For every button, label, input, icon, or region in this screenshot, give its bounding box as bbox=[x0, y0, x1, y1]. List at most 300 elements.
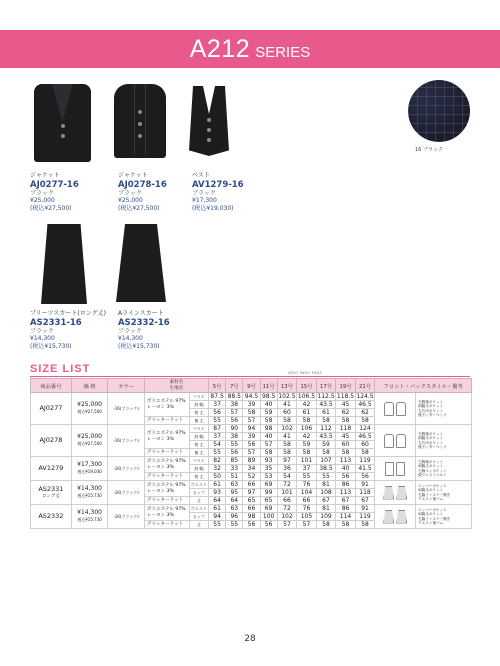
product-color: ブラック bbox=[30, 189, 54, 197]
feature-note: 左胸箱ポケット bbox=[418, 459, 444, 464]
measure-value: 53 bbox=[260, 473, 277, 481]
measure-value: 106 bbox=[297, 425, 317, 433]
measure-value: 102 bbox=[277, 513, 297, 521]
product-type: プリーツスカート(ロング丈) bbox=[30, 310, 106, 317]
feature-note: 後センターベンツ bbox=[418, 412, 447, 417]
product-color: ブラック bbox=[118, 189, 142, 197]
measure-value: 41 bbox=[277, 433, 297, 441]
product-type: ベスト bbox=[192, 172, 211, 179]
header-color: カラー bbox=[108, 379, 145, 393]
jacket-aj0278-image bbox=[110, 80, 170, 162]
product-color: ブラック bbox=[192, 189, 216, 197]
material-text: ポリエステル 97% bbox=[146, 430, 186, 436]
back-style-icon bbox=[396, 510, 407, 524]
product-price-tax: (税込¥27,500) bbox=[118, 204, 160, 212]
measure-value: 61 bbox=[209, 505, 226, 513]
measure-value: 93 bbox=[209, 489, 226, 497]
measure-value: 57 bbox=[243, 449, 260, 457]
feature-note: 両脇玉ポケット bbox=[418, 404, 444, 409]
measure-value: 58 bbox=[355, 449, 375, 457]
measure-value: 46.5 bbox=[355, 401, 375, 409]
product-caption-aj0277 bbox=[30, 172, 79, 212]
row-product-code bbox=[31, 481, 72, 505]
measure-value: 114 bbox=[336, 513, 356, 521]
measure-name: 着 丈 bbox=[189, 473, 208, 481]
measure-value: 97 bbox=[277, 457, 297, 465]
feature-note: 左胸箱ポケット bbox=[418, 431, 444, 436]
product-code: AJ0277-16 bbox=[30, 179, 79, 190]
measure-value: 89 bbox=[243, 457, 260, 465]
measure-value: 118 bbox=[355, 489, 375, 497]
size-table bbox=[30, 378, 472, 529]
measure-value: 37 bbox=[297, 465, 317, 473]
feature-note: ウエスト後ゴム bbox=[418, 496, 444, 501]
material-text: ポリエステル 97% bbox=[146, 458, 186, 464]
measure-value: 102 bbox=[277, 425, 297, 433]
measure-value: 59 bbox=[260, 409, 277, 417]
measure-value: 43.5 bbox=[316, 401, 336, 409]
product-price: ¥25,000 bbox=[30, 197, 55, 204]
product-code: AS2332-16 bbox=[118, 317, 170, 328]
feature-note: ジッパーポケット bbox=[418, 507, 447, 512]
measure-value: 58 bbox=[243, 409, 260, 417]
measure-value: 56 bbox=[336, 473, 356, 481]
measure-value: 118.5 bbox=[336, 393, 355, 400]
row-material bbox=[144, 425, 189, 449]
header-size: 5号 bbox=[209, 379, 226, 393]
product-type: ジャケット bbox=[30, 172, 60, 179]
header-size: 9号 bbox=[243, 379, 260, 393]
front-style-icon bbox=[384, 402, 394, 416]
back-style-icon bbox=[396, 462, 405, 476]
style-thumbnails bbox=[375, 425, 416, 457]
style-thumbnails bbox=[375, 505, 416, 529]
row-cloth: グリッタードット bbox=[144, 417, 189, 425]
product-price: ¥14,300 bbox=[118, 335, 143, 342]
product-price: ¥25,000 bbox=[118, 197, 143, 204]
measure-value: 95 bbox=[226, 489, 243, 497]
price-text: ¥25,000 bbox=[77, 433, 102, 440]
measure-value: 59 bbox=[316, 441, 336, 449]
row-price bbox=[71, 393, 108, 425]
header-size: 19号 bbox=[336, 379, 356, 393]
measure-name: 丈 bbox=[189, 521, 208, 529]
measure-value: 62 bbox=[336, 409, 356, 417]
measure-name: バスト bbox=[189, 393, 208, 401]
measure-value: 113 bbox=[336, 489, 356, 497]
measure-value: 82 bbox=[209, 457, 226, 465]
measure-value: 32 bbox=[209, 465, 226, 473]
measure-value: 54 bbox=[209, 441, 226, 449]
measure-value: 102.5 bbox=[278, 393, 296, 400]
row-features bbox=[416, 457, 472, 481]
measure-value: 42 bbox=[297, 401, 317, 409]
measure-value: 63 bbox=[226, 481, 243, 489]
measure-value: 119 bbox=[355, 513, 375, 521]
front-style-icon bbox=[385, 462, 394, 476]
product-color: ブラック bbox=[30, 327, 54, 335]
measure-value: 91 bbox=[355, 505, 375, 513]
measure-value: 107 bbox=[316, 457, 336, 465]
material2-text: レーヨン 3% bbox=[146, 404, 174, 410]
table-row bbox=[31, 425, 472, 433]
measure-value: 39 bbox=[243, 401, 260, 409]
code-text: AS2331 bbox=[38, 484, 64, 493]
row-price bbox=[71, 425, 108, 457]
feature-note: 後ウエストベルト bbox=[418, 472, 447, 477]
measure-value: 58 bbox=[277, 449, 297, 457]
measure-value: 56 bbox=[243, 441, 260, 449]
measure-value: 58 bbox=[336, 521, 356, 529]
measure-value: 90 bbox=[226, 425, 243, 433]
material2-text: レーヨン 3% bbox=[146, 464, 174, 470]
row-features bbox=[416, 481, 472, 505]
measure-value: 35 bbox=[260, 465, 277, 473]
measure-value: 124 bbox=[355, 425, 375, 433]
measure-value: 56 bbox=[226, 417, 243, 425]
measure-name: 丈 bbox=[189, 497, 208, 505]
header-size: 11号 bbox=[260, 379, 277, 393]
measure-value: 86 bbox=[336, 505, 356, 513]
measure-value: 40 bbox=[260, 401, 277, 409]
measure-value: 67 bbox=[355, 497, 375, 505]
measure-value: 56 bbox=[260, 521, 277, 529]
measure-value: 91 bbox=[355, 481, 375, 489]
measure-value: 76 bbox=[297, 481, 317, 489]
code-text: AJ0278 bbox=[39, 436, 63, 444]
measure-value: 100 bbox=[260, 513, 277, 521]
measure-name: 袖 丈 bbox=[189, 417, 208, 425]
price-text: ¥14,300 bbox=[77, 485, 102, 492]
feature-note: 左脇ファスナー開き bbox=[418, 492, 451, 497]
measure-value: 56 bbox=[243, 521, 260, 529]
price-tax-text: 税込¥15,730 bbox=[77, 492, 102, 498]
measure-value: 60 bbox=[336, 441, 356, 449]
measure-value: 88.5 bbox=[227, 393, 241, 400]
measure-value: 66 bbox=[297, 497, 317, 505]
measure-value: 58 bbox=[316, 521, 336, 529]
measure-value: 58 bbox=[297, 449, 317, 457]
code-text: AS2332 bbox=[38, 512, 64, 520]
measure-value: 81 bbox=[316, 481, 336, 489]
measure-name: 着 丈 bbox=[189, 409, 208, 417]
product-code: AS2331-16 bbox=[30, 317, 82, 328]
measure-value: 81 bbox=[316, 505, 336, 513]
measure-value: 65 bbox=[243, 497, 260, 505]
measure-value: 54 bbox=[277, 473, 297, 481]
price-text: ¥14,300 bbox=[77, 509, 102, 516]
measure-name: ウエスト bbox=[190, 506, 207, 511]
back-style-icon bbox=[396, 402, 406, 416]
measure-name: 袖 丈 bbox=[189, 449, 208, 457]
row-cloth: グリッタードット bbox=[144, 473, 189, 481]
measure-value: 55 bbox=[209, 521, 226, 529]
vest-av1279-image bbox=[185, 82, 233, 160]
measure-name: 着 丈 bbox=[189, 441, 208, 449]
table-row bbox=[31, 393, 472, 401]
measure-value: 93 bbox=[260, 457, 277, 465]
measure-value: 55 bbox=[226, 441, 243, 449]
measure-name: 肩 幅 bbox=[189, 465, 208, 473]
row-cloth: グリッタードット bbox=[144, 449, 189, 457]
size-table-header bbox=[31, 379, 472, 393]
measure-value: 45 bbox=[336, 433, 356, 441]
row-cloth: グリッタードット bbox=[144, 521, 189, 529]
measure-value: 97 bbox=[243, 489, 260, 497]
row-product-code bbox=[31, 393, 72, 425]
row-color: -16(ブラック) bbox=[108, 425, 145, 457]
measure-value: 60 bbox=[277, 409, 297, 417]
measure-value: 65 bbox=[260, 497, 277, 505]
header-size: 17号 bbox=[316, 379, 336, 393]
measure-value: 58 bbox=[336, 449, 356, 457]
row-features bbox=[416, 505, 472, 529]
price-tax-text: 税込¥15,730 bbox=[77, 516, 102, 522]
back-style-icon bbox=[396, 486, 407, 500]
header-code: 商品番号 bbox=[31, 379, 72, 393]
row-features bbox=[416, 425, 472, 457]
percentage-note: 20%↑ 20%↑ 50%↑ bbox=[288, 371, 323, 375]
measure-value: 108 bbox=[316, 489, 336, 497]
series-title-sub: SERIES bbox=[255, 44, 311, 61]
code-sub-text: ロング丈 bbox=[41, 493, 60, 499]
measure-value: 52 bbox=[243, 473, 260, 481]
measure-value: 59 bbox=[297, 441, 317, 449]
product-caption-aj0278 bbox=[118, 172, 167, 212]
measure-value: 36 bbox=[277, 465, 297, 473]
product-price-tax: (税込¥15,730) bbox=[30, 342, 72, 350]
header-feature: フロント・バックスタイル・備考 bbox=[375, 379, 472, 393]
measure-value: 33 bbox=[226, 465, 243, 473]
row-price bbox=[71, 481, 108, 505]
measure-value: 112.5 bbox=[317, 393, 335, 400]
material2-text: レーヨン 3% bbox=[146, 436, 174, 442]
feature-note: ウエスト後ゴム bbox=[418, 520, 444, 525]
row-color: -16(ブラック) bbox=[108, 457, 145, 481]
front-style-icon bbox=[383, 486, 394, 500]
measure-value: 55 bbox=[209, 449, 226, 457]
material-text: ポリエステル 97% bbox=[146, 482, 186, 488]
measure-value: 57 bbox=[297, 521, 317, 529]
header-material: 素材名 生地名 bbox=[144, 379, 208, 393]
measure-value: 86 bbox=[336, 481, 356, 489]
code-text: AJ0277 bbox=[39, 404, 63, 412]
measure-name: 肩 幅 bbox=[189, 401, 208, 409]
header-size: 21号 bbox=[355, 379, 375, 393]
measure-value: 57 bbox=[260, 441, 277, 449]
material2-text: レーヨン 3% bbox=[146, 512, 174, 518]
measure-value: 43.5 bbox=[316, 433, 336, 441]
measure-value: 106.5 bbox=[297, 393, 316, 400]
price-tax-text: 税込¥19,030 bbox=[77, 468, 102, 474]
size-list-rule bbox=[30, 376, 470, 377]
style-thumbnails bbox=[375, 457, 416, 481]
measure-value: 40 bbox=[260, 433, 277, 441]
measure-value: 58 bbox=[297, 417, 317, 425]
size-list-title: SIZE LIST bbox=[30, 363, 91, 375]
feature-note: 両脇玉ポケット bbox=[418, 464, 444, 469]
measure-value: 94.5 bbox=[244, 393, 259, 400]
header-size: 15号 bbox=[297, 379, 317, 393]
measure-value: 98 bbox=[260, 425, 277, 433]
material-text: ポリエステル 97% bbox=[146, 398, 186, 404]
row-price bbox=[71, 505, 108, 529]
measure-value: 99 bbox=[260, 489, 277, 497]
feature-note: 両脇玉ポケット bbox=[418, 488, 444, 493]
row-color: -16(ブラック) bbox=[108, 393, 145, 425]
header-size: 7号 bbox=[226, 379, 243, 393]
measure-value: 58 bbox=[355, 417, 375, 425]
measure-value: 57 bbox=[277, 521, 297, 529]
measure-value: 55 bbox=[297, 473, 317, 481]
measure-value: 94 bbox=[243, 425, 260, 433]
measure-value: 37 bbox=[209, 401, 226, 409]
measure-value: 57 bbox=[243, 417, 260, 425]
row-product-code bbox=[31, 425, 72, 457]
measure-value: 58 bbox=[316, 417, 336, 425]
measure-value: 101 bbox=[297, 457, 317, 465]
measure-value: 98 bbox=[243, 513, 260, 521]
material2-text: レーヨン 3% bbox=[146, 488, 174, 494]
measure-value: 69 bbox=[260, 505, 277, 513]
product-caption-av1279 bbox=[192, 172, 244, 212]
measure-value: 105 bbox=[297, 513, 317, 521]
measure-value: 76 bbox=[297, 505, 317, 513]
page-number: 28 bbox=[244, 634, 256, 644]
measure-value: 87 bbox=[209, 425, 226, 433]
header-size: 13号 bbox=[277, 379, 297, 393]
measure-value: 85 bbox=[226, 457, 243, 465]
measure-value: 63 bbox=[226, 505, 243, 513]
product-price-tax: (税込¥27,500) bbox=[30, 204, 72, 212]
measure-value: 41.5 bbox=[355, 465, 375, 473]
measure-value: 55 bbox=[226, 521, 243, 529]
measure-value: 94 bbox=[209, 513, 226, 521]
table-row bbox=[31, 457, 472, 465]
row-color: -16(ブラック) bbox=[108, 505, 145, 529]
feature-note: 左右内ポケット bbox=[418, 408, 444, 413]
measure-value: 67 bbox=[336, 497, 356, 505]
measure-value: 40 bbox=[336, 465, 356, 473]
measure-value: 58 bbox=[277, 441, 297, 449]
row-product-code bbox=[31, 457, 72, 481]
measure-value: 96 bbox=[226, 513, 243, 521]
series-title-main: A212 bbox=[189, 35, 251, 63]
measure-name: ヒップ bbox=[189, 513, 208, 521]
style-thumbnails bbox=[375, 393, 416, 425]
measure-value: 119 bbox=[355, 457, 375, 465]
measure-value: 38 bbox=[226, 401, 243, 409]
measure-value: 58 bbox=[336, 417, 356, 425]
row-material bbox=[144, 393, 189, 417]
measure-value: 67 bbox=[316, 497, 336, 505]
feature-note: 左胸ペンポケット bbox=[418, 468, 447, 473]
series-banner bbox=[0, 30, 500, 68]
measure-value: 39 bbox=[243, 433, 260, 441]
measure-value: 66 bbox=[243, 481, 260, 489]
product-color: ブラック bbox=[118, 327, 142, 335]
table-row bbox=[31, 505, 472, 513]
feature-note: 後センターベンツ bbox=[418, 444, 447, 449]
product-code: AJ0278-16 bbox=[118, 179, 167, 190]
measure-value: 62 bbox=[355, 409, 375, 417]
measure-value: 69 bbox=[260, 481, 277, 489]
product-price: ¥17,300 bbox=[192, 197, 217, 204]
measure-value: 72 bbox=[277, 505, 297, 513]
measure-value: 60 bbox=[355, 441, 375, 449]
swatch-label: 16 ブラック bbox=[415, 147, 443, 153]
row-product-code bbox=[31, 505, 72, 529]
code-text: AV1279 bbox=[38, 464, 64, 472]
feature-note: ジッパーポケット bbox=[418, 483, 447, 488]
row-material bbox=[144, 505, 189, 521]
row-features bbox=[416, 393, 472, 425]
measure-value: 51 bbox=[226, 473, 243, 481]
price-tax-text: 税込¥27,500 bbox=[77, 440, 102, 446]
measure-value: 56 bbox=[209, 409, 226, 417]
measure-value: 56 bbox=[355, 473, 375, 481]
product-type: ジャケット bbox=[118, 172, 148, 179]
jacket-aj0277-image bbox=[30, 80, 95, 165]
feature-note: 左胸箱ポケット bbox=[418, 399, 444, 404]
feature-note: 両脇玉ポケット bbox=[418, 512, 444, 517]
measure-name: 肩 幅 bbox=[189, 433, 208, 441]
front-style-icon bbox=[384, 434, 394, 448]
header-price: 価 格 bbox=[71, 379, 108, 393]
measure-value: 112 bbox=[316, 425, 336, 433]
measure-value: 118 bbox=[336, 425, 356, 433]
measure-value: 98.5 bbox=[261, 393, 276, 400]
measure-value: 61 bbox=[316, 409, 336, 417]
material-text: ポリエステル 97% bbox=[146, 506, 186, 512]
back-style-icon bbox=[396, 434, 406, 448]
series-title bbox=[0, 35, 500, 64]
measure-value: 42 bbox=[297, 433, 317, 441]
measure-value: 38 bbox=[226, 433, 243, 441]
row-material bbox=[144, 457, 189, 473]
measure-value: 55 bbox=[209, 417, 226, 425]
measure-value: 58 bbox=[260, 449, 277, 457]
measure-name: バスト bbox=[189, 457, 208, 465]
price-text: ¥25,000 bbox=[77, 401, 102, 408]
measure-value: 124.5 bbox=[356, 393, 374, 400]
measure-value: 72 bbox=[277, 481, 297, 489]
feature-note: 左脇ファスナー開き bbox=[418, 516, 451, 521]
measure-value: 104 bbox=[297, 489, 317, 497]
feature-note: 両脇玉ポケット bbox=[418, 436, 444, 441]
measure-value: 64 bbox=[226, 497, 243, 505]
price-tax-text: 税込¥27,500 bbox=[77, 408, 102, 414]
row-material bbox=[144, 481, 189, 497]
skirt-as2332-image bbox=[112, 222, 170, 307]
measure-value: 58 bbox=[277, 417, 297, 425]
measure-value: 50 bbox=[209, 473, 226, 481]
measure-value: 57 bbox=[226, 409, 243, 417]
measure-name: ヒップ bbox=[189, 489, 208, 497]
measure-name: ウエスト bbox=[190, 482, 207, 487]
product-price-tax: (税込¥19,030) bbox=[192, 204, 234, 212]
measure-value: 34 bbox=[243, 465, 260, 473]
feature-note: 左右内ポケット bbox=[418, 440, 444, 445]
measure-value: 46.5 bbox=[355, 433, 375, 441]
measure-value: 113 bbox=[336, 457, 356, 465]
measure-value: 64 bbox=[209, 497, 226, 505]
measure-value: 109 bbox=[316, 513, 336, 521]
row-price bbox=[71, 457, 108, 481]
product-code: AV1279-16 bbox=[192, 179, 244, 190]
price-text: ¥17,300 bbox=[77, 461, 102, 468]
skirt-as2331-image bbox=[35, 222, 93, 307]
